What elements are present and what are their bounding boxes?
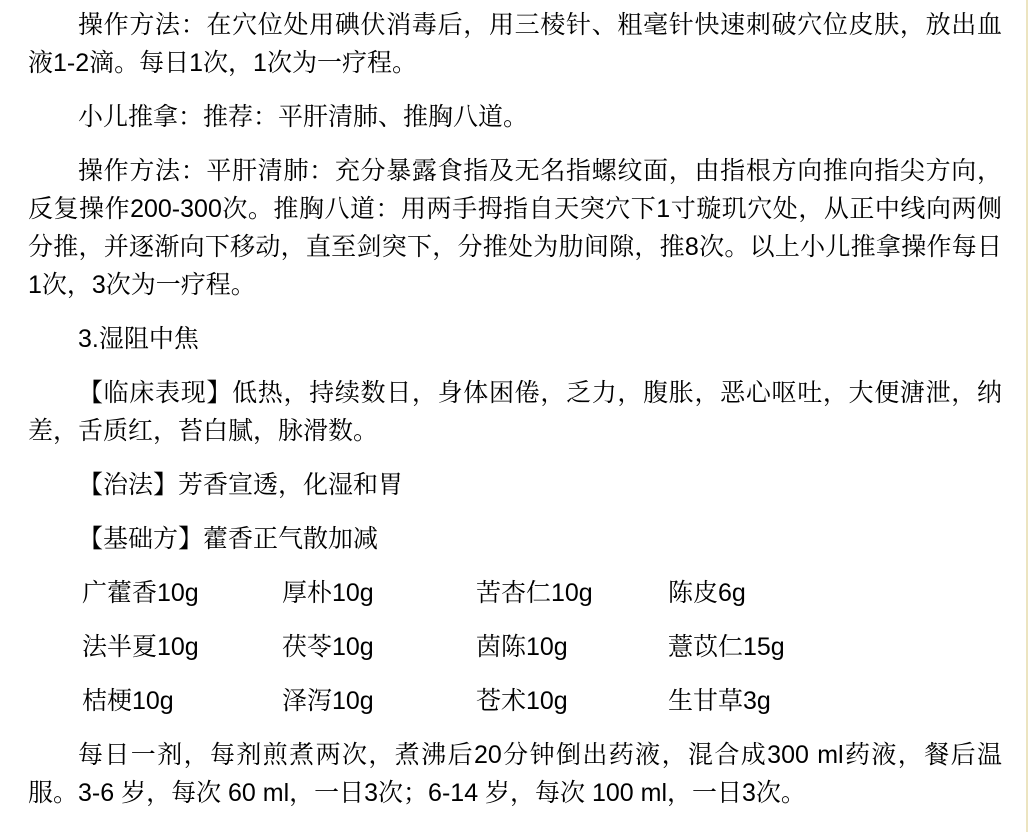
herb-item: 泽泻10g bbox=[282, 687, 374, 715]
paragraph-pediatric-massage-recommendation: 小儿推拿：推荐：平肝清肺、推胸八道。 bbox=[78, 103, 529, 131]
paragraph-massage-method: 操作方法：平肝清肺：充分暴露食指及无名指螺纹面，由指根方向推向指尖方向，反复操作200-300次。推胸八道：用两手拇指自天突穴下1寸璇玑穴处，从正中线向两侧分推，并逐渐向下移动，直至剑突下，分推处为肋间隙，推8次。以上小儿推拿操作每日1次，3次为一疗程。 bbox=[28, 157, 1002, 299]
paragraph-clinical-manifestations: 【临床表现】低热，持续数日，身体困倦，乏力，腹胀，恶心呕吐，大便溏泄，纳差，舌质红，苔白腻，脉滑数。 bbox=[28, 379, 1002, 445]
herb-item: 生甘草3g bbox=[668, 687, 771, 715]
herb-item: 广藿香10g bbox=[82, 579, 199, 607]
herb-item: 桔梗10g bbox=[82, 687, 174, 715]
herb-item: 薏苡仁15g bbox=[668, 633, 785, 661]
herb-item: 茵陈10g bbox=[476, 633, 568, 661]
herb-item: 法半夏10g bbox=[82, 633, 199, 661]
paragraph-treatment-principle: 【治法】芳香宣透，化湿和胃 bbox=[78, 471, 404, 499]
herb-item: 厚朴10g bbox=[282, 579, 374, 607]
formula-row bbox=[82, 628, 1002, 666]
paragraph-bloodletting-method: 操作方法：在穴位处用碘伏消毒后，用三棱针、粗毫针快速刺破穴位皮肤，放出血液1-2滴。每日1次，1次为一疗程。 bbox=[28, 11, 1002, 77]
herb-item: 陈皮6g bbox=[668, 579, 746, 607]
herb-item: 苦杏仁10g bbox=[476, 579, 593, 607]
section-heading-damp-obstruction: 3.湿阻中焦 bbox=[78, 325, 199, 353]
paragraph-decoction-dosage: 每日一剂，每剂煎煮两次，煮沸后20分钟倒出药液，混合成300 ml药液，餐后温服。3-6 岁，每次 60 ml，一日3次；6-14 岁，每次 100 ml，一日3次。 bbox=[28, 741, 1002, 807]
formula-row bbox=[82, 682, 1002, 720]
paragraph-base-formula: 【基础方】藿香正气散加减 bbox=[78, 525, 379, 553]
formula-row bbox=[82, 574, 1002, 612]
page-margin-line bbox=[1026, 0, 1028, 832]
herb-item: 苍术10g bbox=[476, 687, 568, 715]
herb-item: 茯苓10g bbox=[282, 633, 374, 661]
